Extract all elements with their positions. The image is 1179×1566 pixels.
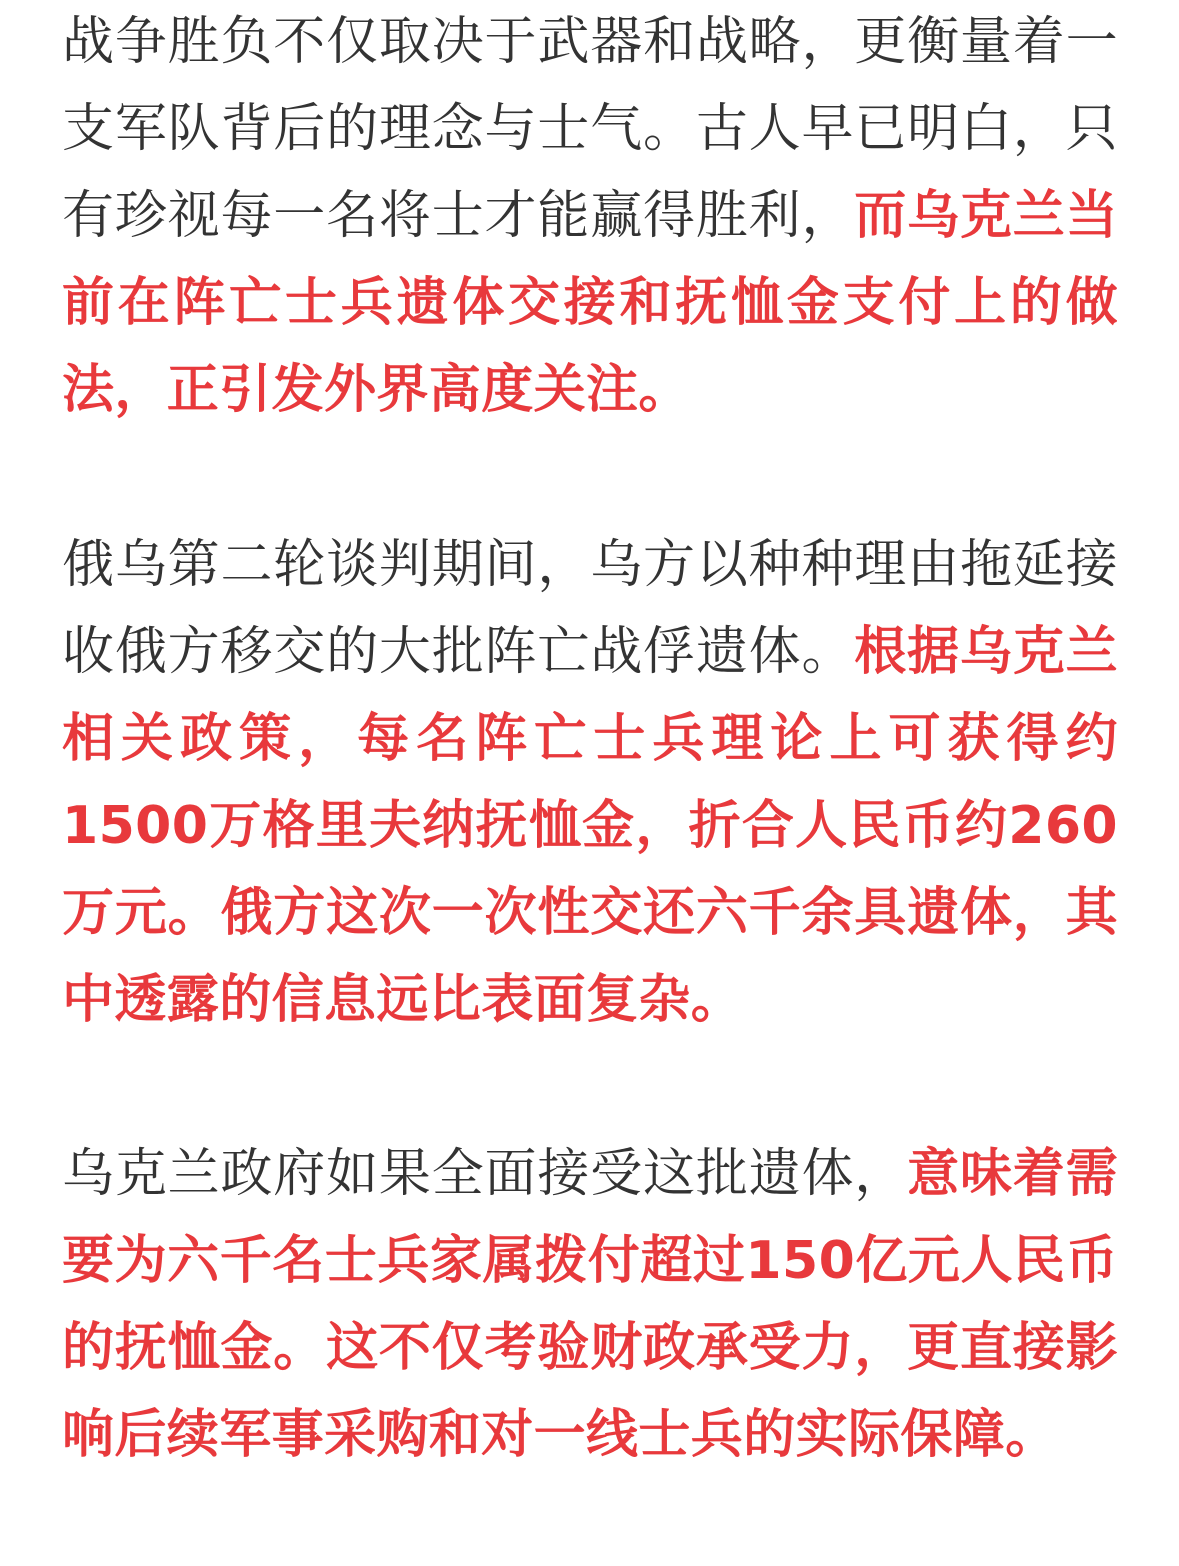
article-body bbox=[62, 0, 1118, 1566]
paragraph-1 bbox=[62, 0, 1118, 434]
paragraph-3 bbox=[62, 1131, 1118, 1479]
paragraph-2-highlight: 根据乌克兰相关政策，每名阵亡士兵理论上可获得约1500万格里夫纳抚恤金，折合人民币约260万元。俄方这次一次性交还六千余具遗体，其中透露的信息远比表面复杂。 bbox=[62, 622, 1118, 1030]
paragraph-2 bbox=[62, 522, 1118, 1044]
paragraph-3-text: 乌克兰政府如果全面接受这批遗体， bbox=[62, 1144, 908, 1204]
paragraph-2-text: 俄乌第二轮谈判期间，乌方以种种理由拖延接收俄方移交的大批阵亡战俘遗体。 bbox=[62, 535, 1118, 682]
paragraph-1-highlight: 而乌克兰当前在阵亡士兵遗体交接和抚恤金支付上的做法，正引发外界高度关注。 bbox=[62, 186, 1118, 420]
paragraph-1-text: 战争胜负不仅取决于武器和战略，更衡量着一支军队背后的理念与士气。古人早已明白，只有珍视每一名将士才能赢得胜利， bbox=[62, 12, 1118, 246]
paragraph-3-highlight: 意味着需要为六千名士兵家属拨付超过150亿元人民币的抚恤金。这不仅考验财政承受力，更直接影响后续军事采购和对一线士兵的实际保障。 bbox=[62, 1144, 1118, 1465]
